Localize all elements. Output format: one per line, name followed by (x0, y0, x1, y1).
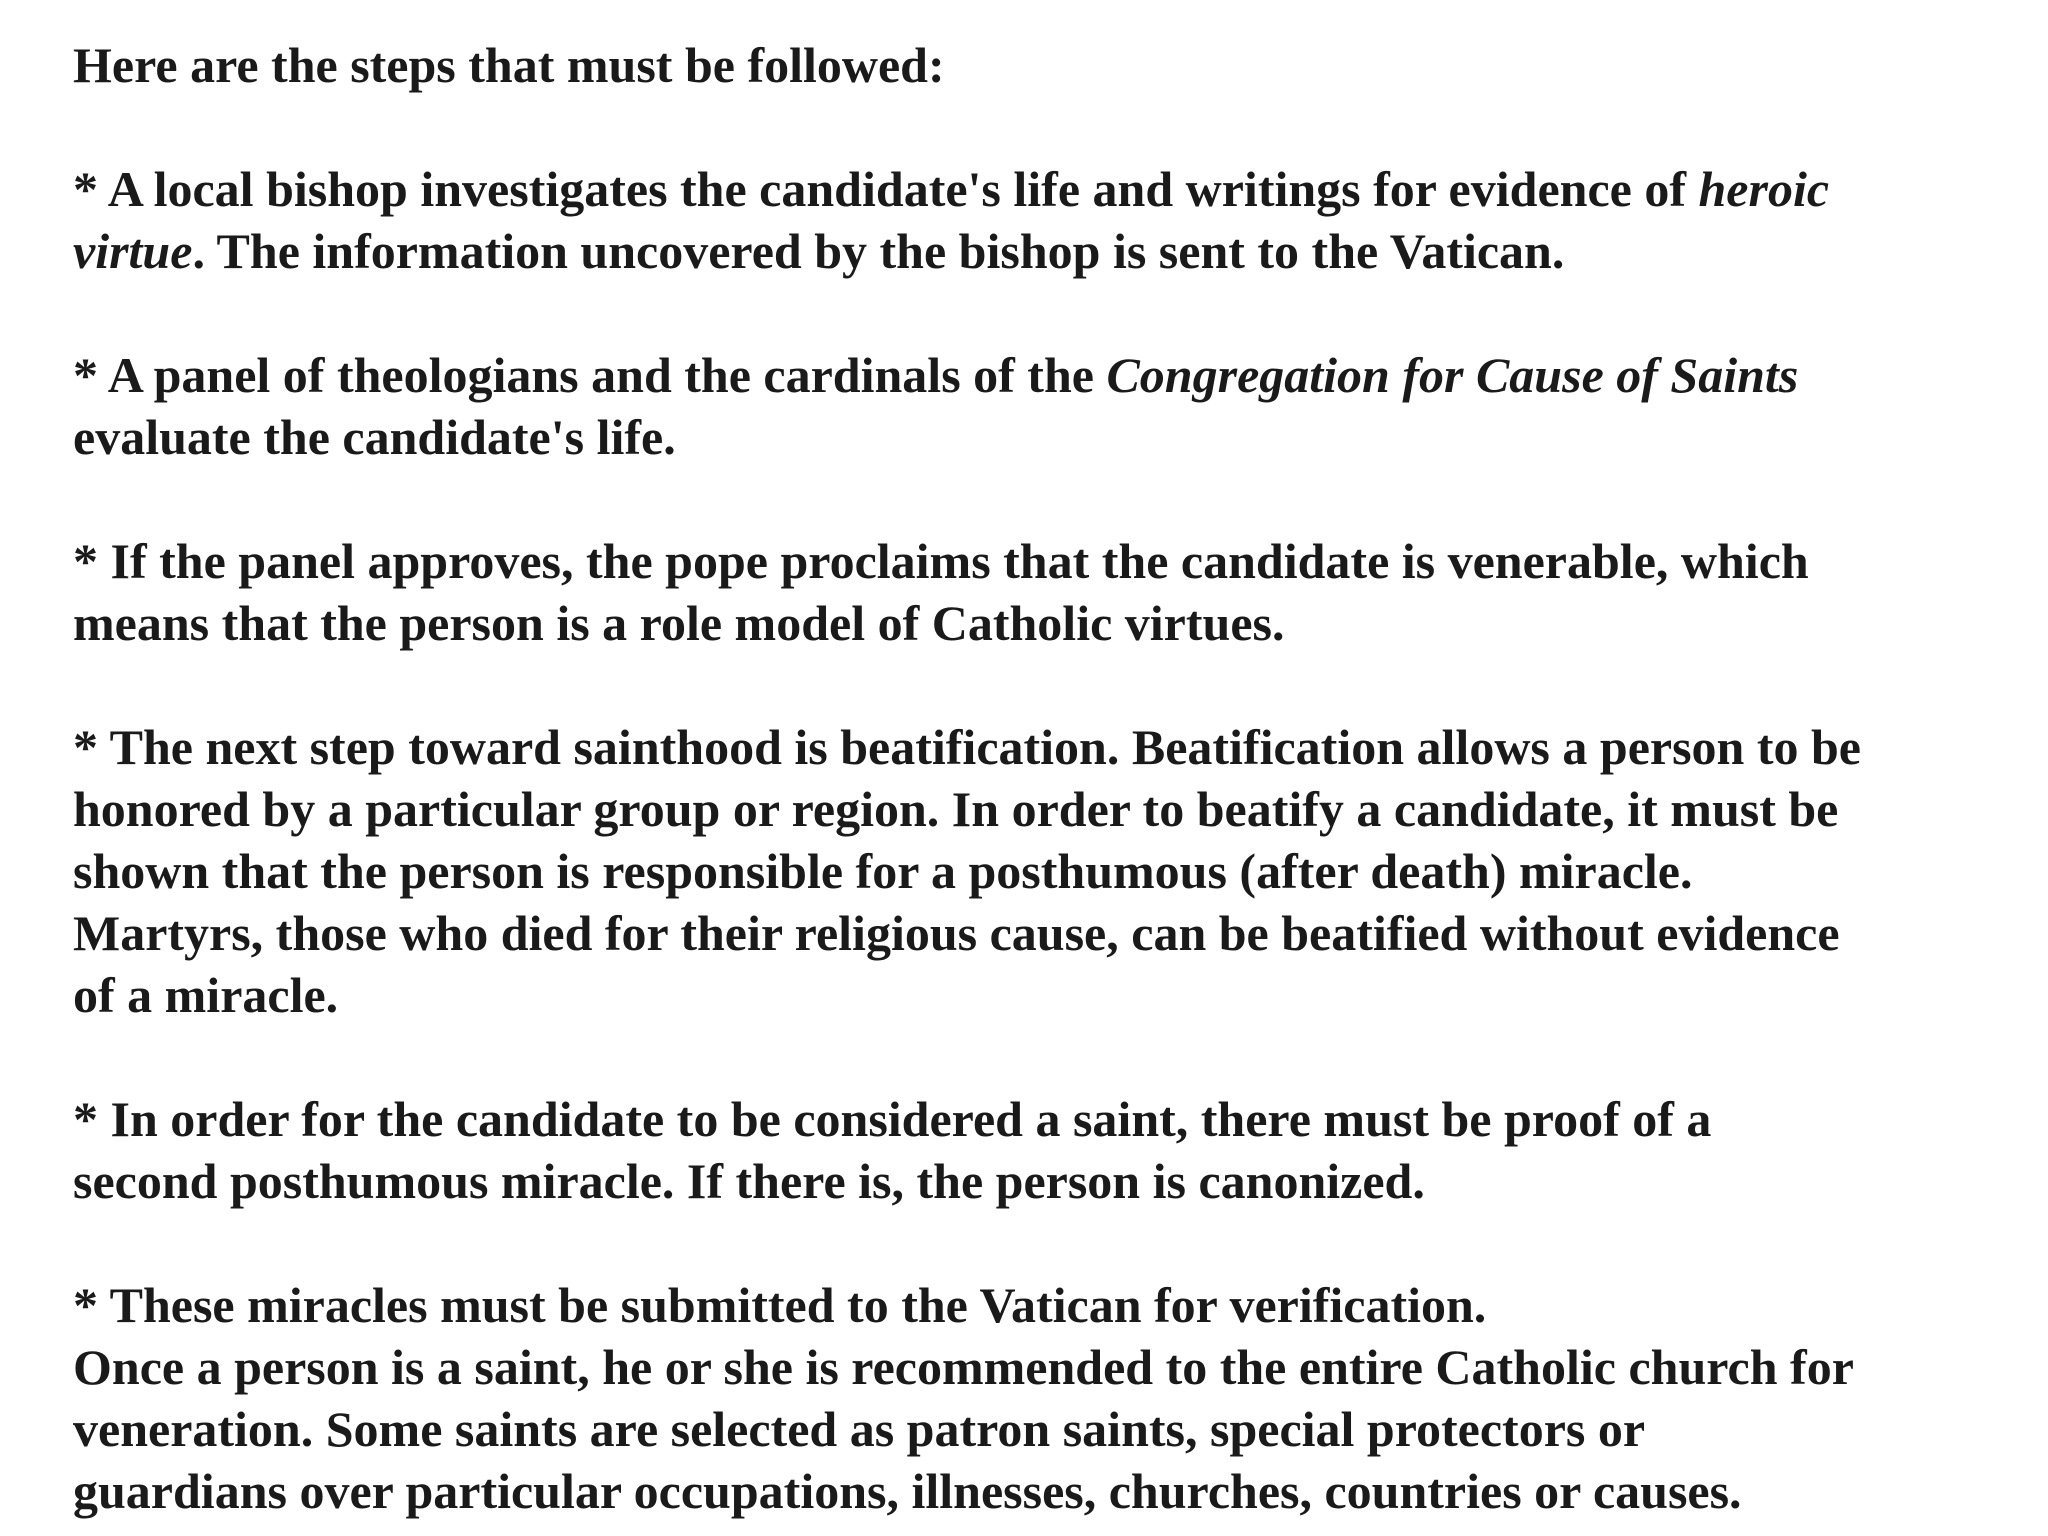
closing-line: veneration. Some saints are selected as patron saints, special protectors or (73, 1401, 1646, 1457)
step-emphasis: heroic (1698, 161, 1830, 217)
step-canonization (73, 1088, 2033, 1212)
step-line: * In order for the candidate to be considered a saint, there must be proof of a (73, 1091, 1712, 1147)
paragraph-gap (73, 1212, 2033, 1274)
step-line: * The next step toward sainthood is beatification. Beatification allows a person to be (73, 719, 1861, 775)
step-line: means that the person is a role model of Catholic virtues. (73, 595, 1285, 651)
step-line: honored by a particular group or region. In order to beatify a candidate, it must be (73, 781, 1839, 837)
step-text: * A local bishop investigates the candidate's life and writings for evidence of (73, 161, 1699, 217)
paragraph-gap (73, 468, 2033, 530)
paragraph-gap (73, 282, 2033, 344)
step-beatification (73, 716, 2033, 1026)
paragraph-gap (73, 654, 2033, 716)
step-bishop-investigation (73, 158, 2033, 282)
step-line: second posthumous miracle. If there is, the person is canonized. (73, 1153, 1425, 1209)
step-text: * A panel of theologians and the cardinals of the (73, 347, 1107, 403)
step-verification (73, 1274, 2033, 1336)
step-line: shown that the person is responsible for a posthumous (after death) miracle. (73, 843, 1693, 899)
step-line: of a miracle. (73, 967, 339, 1023)
paragraph-gap (73, 96, 2033, 158)
closing-line: guardians over particular occupations, illnesses, churches, countries or causes. (73, 1463, 1742, 1519)
step-emphasis: Congregation for Cause of Saints (1106, 347, 1799, 403)
step-line (73, 158, 2033, 220)
paragraph-gap (73, 1026, 2033, 1088)
step-line: * These miracles must be submitted to the Vatican for verification. (73, 1277, 1487, 1333)
step-line (73, 344, 2033, 406)
step-line (73, 220, 2033, 282)
intro-heading: Here are the steps that must be followed: (73, 37, 945, 93)
document-body (73, 34, 2033, 1522)
step-text: . The information uncovered by the bishop is sent to the Vatican. (192, 223, 1565, 279)
step-emphasis: virtue (73, 223, 193, 279)
step-line: Martyrs, those who died for their religious cause, can be beatified without evidence (73, 905, 1840, 961)
step-venerable (73, 530, 2033, 654)
closing-paragraph (73, 1336, 2033, 1522)
step-line: * If the panel approves, the pope proclaims that the candidate is venerable, which (73, 533, 1809, 589)
closing-line: Once a person is a saint, he or she is recommended to the entire Catholic church for (73, 1339, 1854, 1395)
step-panel-evaluation (73, 344, 2033, 468)
step-line: evaluate the candidate's life. (73, 409, 676, 465)
